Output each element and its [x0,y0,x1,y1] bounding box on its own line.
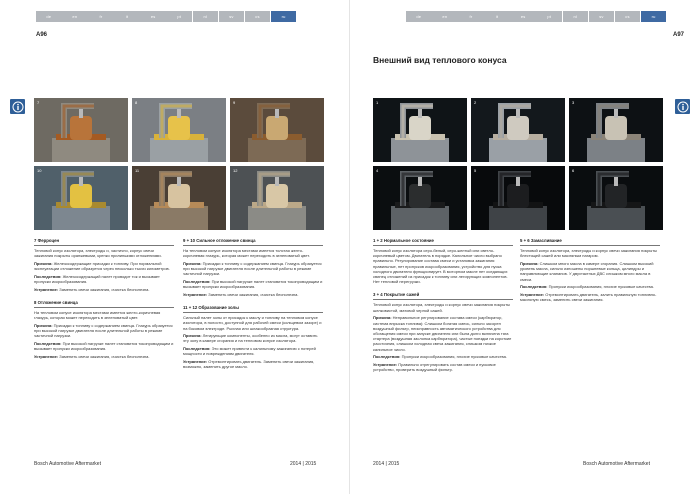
info-icon [675,99,690,114]
effect-text: Это может привести к калильному зажиганию с потерей мощности и повреждениям двигателя. [183,346,316,357]
cause-label: Причина: [373,315,392,321]
page-heading: Внешний вид теплового конуса [373,55,507,65]
cause-text: Легирующие компоненты, особенно из масла, могут оставить эту золу в камере сгорания и на тепловом конусе изолятора. [183,333,318,344]
cause-label: Причина: [183,333,202,339]
cause-paragraph [183,333,323,343]
spark-plug-photo-3 [569,98,663,162]
remedy-label: Устранение: [34,286,59,292]
language-tab-nl[interactable]: nl [193,11,219,22]
language-tab-it[interactable]: it [484,11,510,22]
effect-paragraph [34,341,174,351]
block-title: 1 + 2 Нормальное состояние [373,238,513,246]
spark-plug-photo-12 [230,166,324,230]
cause-label: Причина: [34,322,53,328]
block-title: 8 Отложение свинца [34,300,174,308]
photo-number: 6 [572,168,575,173]
remedy-text: Правильно отрегулировать состав смеси и пусковое устройство, проверить воздушный фильтр. [373,361,496,373]
remedy-text: Заменить свечи зажигания, очистка бесполезна. [59,353,150,359]
effect-paragraph [34,274,174,284]
language-tab-es[interactable]: es [510,11,536,22]
block-title: 7 Ферроцен [34,238,174,246]
language-tab-pt[interactable]: pt [536,11,562,22]
info-icon [10,99,25,114]
photo-number: 11 [135,168,140,173]
text-block-5-6 [520,238,660,302]
spark-plug-photo-8 [132,98,226,162]
text-block-9-10 [183,238,323,297]
text-column-2 [520,238,660,310]
cause-text: Железосодержащие присадки к топливу. При нормальной эксплуатации отложение образуется через несколько тысяч километров. [34,260,170,272]
cause-label: Причина: [520,260,539,266]
remedy-paragraph [373,362,513,372]
spark-plug-photo-grid [373,98,663,230]
footer-brand: Bosch Automotive Aftermarket [583,461,650,467]
remedy-text: Заменить свечи зажигания, очистка бесполезна. [59,286,150,292]
remedy-paragraph [183,292,323,297]
effect-label: Последствия: [520,284,548,290]
spark-plug-photo-6 [569,166,663,230]
remedy-label: Устранение: [183,359,208,365]
language-tab-cs[interactable]: cs [615,11,641,22]
language-tab-fr[interactable]: fr [458,11,484,22]
text-column-1 [373,238,513,380]
text-block-8 [34,300,174,359]
page-number: A96 [36,32,48,38]
cause-paragraph [520,261,660,282]
language-tab-sv[interactable]: sv [219,11,245,22]
remedy-label: Устранение: [34,353,59,359]
footer-year: 2014 | 2015 [373,461,400,467]
effect-label: Последствия: [34,273,62,279]
photo-number: 2 [474,100,477,105]
language-tab-de[interactable]: de [36,11,62,22]
language-tab-pt[interactable]: pt [166,11,192,22]
block-description: Сильный налет золы от присадок к маслу и топливу на тепловом конусе изолятора, в полости, доступной для рабочей смеси (кольцевом зазоре) и на боковом электроде. Рыхлая или шлакообразная структура. [183,315,322,331]
spark-plug-photo-grid [34,98,324,230]
remedy-paragraph [183,359,323,369]
remedy-text: Отремонтировать двигатель, залить правильную топливно-масляную смесь, заменить свечи зажигания. [520,291,657,303]
remedy-label: Устранение: [373,361,398,367]
photo-number: 1 [376,100,379,105]
block-description: Тепловой конус изолятора, электроды и корпус свечи зажигания покрыты блестящей сажей или масляным нагаром. [520,248,657,259]
photo-number: 10 [37,168,42,173]
language-tab-en[interactable]: en [62,11,88,22]
effect-label: Последствия: [183,279,211,285]
block-title: 5 + 6 Замасливание [520,238,660,246]
remedy-label: Устранение: [520,291,545,297]
block-title: 11 + 12 Образование золы [183,305,323,313]
language-tab-it[interactable]: it [114,11,140,22]
text-column-1 [34,238,174,367]
effect-text: При высокой нагрузке налет становится токопроводящим и вызывает пропуски искрообразования. [183,279,323,290]
photo-number: 4 [376,168,379,173]
cause-text: Присадки к топливу с содержанием свинца. Глазурь образуется при высокой нагрузке двигателя после длительной работы в режиме частичной нагрузки. [34,322,173,339]
block-description: Тепловой конус изолятора, электроды и, частично, корпус свечи зажигания покрыты оранжевыми, крепко прилипшими отложениями. [34,248,162,259]
remedy-paragraph [34,287,174,292]
photo-number: 9 [233,100,236,105]
photo-number: 3 [572,100,575,105]
language-tab-cs[interactable]: cs [245,11,271,22]
language-tab-nl[interactable]: nl [563,11,589,22]
spark-plug-photo-2 [471,98,565,162]
language-tabs [36,11,297,22]
language-tabs [406,11,667,22]
language-tab-en[interactable]: en [432,11,458,22]
cause-text: Слишком много масла в камере сгорания. Слишком высокий уровень масла, сильно изношены поршневые кольца, цилиндры и направляющие клапанов. У двухтактных ДВС слишком много масла в смеси. [520,260,654,282]
remedy-paragraph [520,292,660,302]
right-page [350,0,700,494]
remedy-text: Отремонтировать двигатель. Заменить свечи зажигания, возможно, заменить другое масло. [183,359,315,370]
effect-paragraph [183,279,323,289]
spark-plug-photo-10 [34,166,128,230]
footer-brand: Bosch Automotive Aftermarket [34,461,101,467]
effect-text: Пропуски искрообразования, плохие пусковые качества. [401,354,507,360]
photo-number: 5 [474,168,477,173]
footer-year: 2014 | 2015 [290,461,317,467]
text-block-11-12 [183,305,323,369]
spark-plug-photo-7 [34,98,128,162]
effect-paragraph [520,284,660,289]
photo-number: 12 [233,168,238,173]
text-block-7 [34,238,174,292]
block-description: Тепловой конус изолятора серо-белый, серо-желтый или светло-коричневый цветом. Двигатель в порядке. Калильное число выбрано правильно. Регулирование состава смеси и установка зажигания правильные, нет пропусков искрообразования, устройство для пуска холодного двигателя функционирует. В моторном масле нет оседающих свинец отложений из присадок к топливу или легирующих компонентов. Нет тепловой перегрузки. [373,248,508,285]
cause-label: Причина: [183,260,202,266]
remedy-paragraph [34,354,174,359]
cause-text: Неправильное регулирование состава смеси (карбюратор, система впрыска топлива): Слишком богатая смесь, сильно засорен воздушный фильтр, неисправность автоматического устройства для обогащения смеси при запуске двигателя или была долго включена тяга стартера (воздушная заслонка карбюратора), частые поездки на короткие расстояния, слишком холодная свеча зажигания, слишком низкое калильное число. [373,315,512,352]
remedy-label: Устранение: [183,291,208,297]
spark-plug-photo-5 [471,166,565,230]
spark-plug-photo-9 [230,98,324,162]
effect-label: Последствия: [373,354,401,360]
photo-number: 8 [135,100,138,105]
photo-number: 7 [37,100,40,105]
cause-paragraph [373,315,513,351]
effect-label: Последствия: [183,346,211,352]
spark-plug-photo-4 [373,166,467,230]
language-tab-sv[interactable]: sv [589,11,615,22]
language-tab-ru[interactable]: ru [641,11,667,22]
cause-label: Причина: [34,260,53,266]
text-block-3-4 [373,292,513,372]
effect-label: Последствия: [34,340,62,346]
block-title: 3 + 4 Покрытие сажей [373,292,513,300]
cause-text: Присадки к топливу с содержанием свинца. Глазурь образуется при высокой нагрузке двигателя после длительной работы в режиме частичной нагрузки. [183,260,322,277]
effect-text: Железосодержащий налет проводит ток и вызывает пропуски искрообразования. [34,273,160,285]
language-tab-es[interactable]: es [140,11,166,22]
effect-text: При высокой нагрузке налет становится токопроводящим и вызывает пропуски искрообразования. [34,340,174,352]
remedy-text: Заменить свечи зажигания, очистка бесполезна. [208,291,299,297]
page-number: A97 [672,32,684,38]
effect-text: Пропуски искрообразования, плохие пусковые качества. [548,284,654,290]
block-description: На тепловом конусе изолятора местами имеется толстая желто-коричневая глазурь, которая может переходить в зеленоватый цвет. [183,248,310,259]
spark-plug-photo-1 [373,98,467,162]
text-block-1-2 [373,238,513,284]
spark-plug-photo-11 [132,166,226,230]
effect-paragraph [183,346,323,356]
effect-paragraph [373,354,513,359]
language-tab-ru[interactable]: ru [271,11,297,22]
block-description: Тепловой конус изолятора, электроды и корпус свечи зажигания покрыты шелковистой, матовой черной сажей. [373,302,510,313]
language-tab-de[interactable]: de [406,11,432,22]
cause-paragraph [34,323,174,339]
language-tab-fr[interactable]: fr [88,11,114,22]
text-column-2 [183,238,323,377]
cause-paragraph [34,261,174,271]
cause-paragraph [183,261,323,277]
block-description: На тепловом конусе изолятора местами имеется желто-коричневая глазурь, которая может переходить в зеленоватый цвет. [34,309,161,321]
block-title: 9 + 10 Сильное отложение свинца [183,238,323,246]
